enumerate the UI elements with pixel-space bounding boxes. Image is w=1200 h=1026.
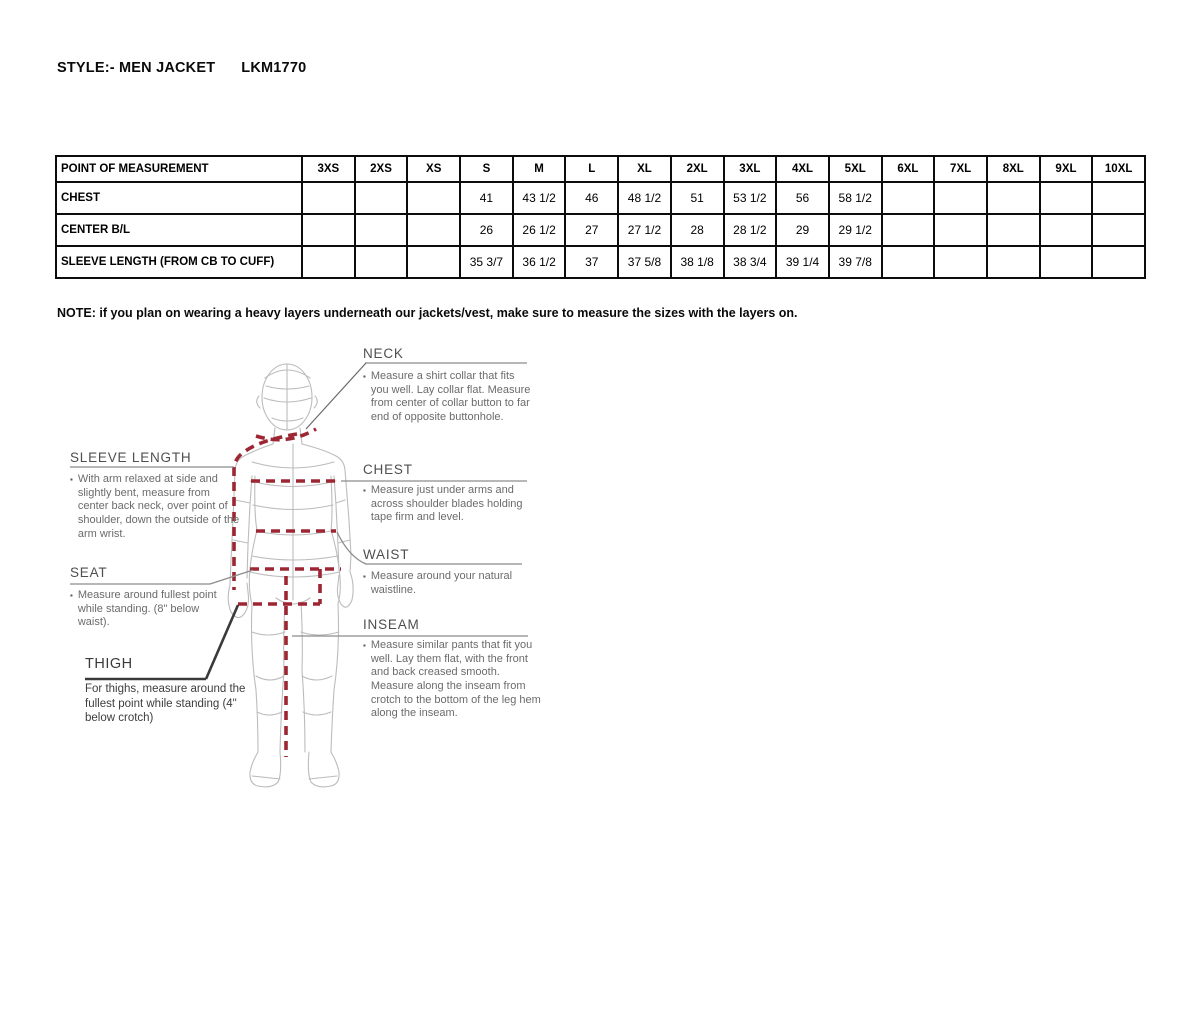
neck-callout xyxy=(363,346,533,425)
page-title xyxy=(57,60,306,76)
bullet-icon: ▪ xyxy=(363,641,366,650)
size-value-cell: 38 1/8 xyxy=(671,246,724,278)
bullet-icon: ▪ xyxy=(363,486,366,495)
seat-heading: SEAT xyxy=(70,565,108,580)
size-col-header: 2XS xyxy=(355,156,408,182)
size-value-cell xyxy=(987,246,1040,278)
size-col-header: 2XL xyxy=(671,156,724,182)
size-value-cell xyxy=(407,246,460,278)
neck-pointer-line xyxy=(306,363,366,429)
inseam-heading: INSEAM xyxy=(363,617,420,632)
size-table-row xyxy=(56,182,1145,214)
size-value-cell: 39 7/8 xyxy=(829,246,882,278)
size-value-cell: 46 xyxy=(565,182,618,214)
size-value-cell xyxy=(1040,246,1093,278)
inseam-callout xyxy=(363,617,541,721)
waist-instructions: Measure around your natural waistline. xyxy=(370,570,513,596)
size-col-header: 6XL xyxy=(882,156,935,182)
style-label: STYLE:- MEN JACKET xyxy=(57,60,216,76)
bullet-icon: ▪ xyxy=(70,591,73,600)
size-col-header: 9XL xyxy=(1040,156,1093,182)
seat-instructions: Measure around fullest point while standing. (8" below waist). xyxy=(77,589,217,629)
seat-callout xyxy=(70,565,228,630)
size-col-header: 4XL xyxy=(776,156,829,182)
sleeve-length-heading: SLEEVE LENGTH xyxy=(70,450,192,465)
size-value-cell: 39 1/4 xyxy=(776,246,829,278)
size-value-cell: 26 1/2 xyxy=(513,214,566,246)
measurement-row-label: CENTER B/L xyxy=(56,214,302,246)
thigh-instructions: For thighs, measure around the fullest point while standing (4" below crotch) xyxy=(85,683,246,725)
size-value-cell xyxy=(1040,182,1093,214)
waist-callout xyxy=(363,547,525,597)
size-value-cell xyxy=(1092,182,1145,214)
size-value-cell: 37 5/8 xyxy=(618,246,671,278)
size-value-cell xyxy=(882,214,935,246)
size-value-cell xyxy=(882,182,935,214)
size-col-header: XS xyxy=(407,156,460,182)
size-value-cell: 38 3/4 xyxy=(724,246,777,278)
bullet-icon: ▪ xyxy=(70,475,73,484)
size-col-header: 7XL xyxy=(934,156,987,182)
size-table-header-row xyxy=(56,156,1145,182)
size-value-cell xyxy=(407,182,460,214)
size-value-cell xyxy=(355,182,408,214)
size-col-header: 5XL xyxy=(829,156,882,182)
size-col-header: L xyxy=(565,156,618,182)
size-value-cell: 27 1/2 xyxy=(618,214,671,246)
size-col-header: 8XL xyxy=(987,156,1040,182)
size-value-cell: 26 xyxy=(460,214,513,246)
size-value-cell xyxy=(987,182,1040,214)
size-value-cell xyxy=(1040,214,1093,246)
size-col-header: 3XL xyxy=(724,156,777,182)
size-value-cell: 56 xyxy=(776,182,829,214)
size-col-header: 10XL xyxy=(1092,156,1145,182)
neck-measure-line xyxy=(256,429,316,440)
size-value-cell xyxy=(1092,246,1145,278)
bullet-icon: ▪ xyxy=(363,572,366,581)
note-text: NOTE: if you plan on wearing a heavy layers underneath our jackets/vest, make sure to measure the sizes with the layers on. xyxy=(57,306,798,320)
size-value-cell: 28 xyxy=(671,214,724,246)
size-col-header: XL xyxy=(618,156,671,182)
size-value-cell xyxy=(882,246,935,278)
size-value-cell: 27 xyxy=(565,214,618,246)
size-value-cell: 53 1/2 xyxy=(724,182,777,214)
size-value-cell xyxy=(302,246,355,278)
sleeve-length-callout xyxy=(70,450,242,541)
size-col-header: 3XS xyxy=(302,156,355,182)
size-value-cell: 29 1/2 xyxy=(829,214,882,246)
size-col-header: M xyxy=(513,156,566,182)
waist-heading: WAIST xyxy=(363,547,410,562)
size-value-cell xyxy=(355,246,408,278)
size-table-body xyxy=(56,182,1145,278)
waist-pointer-curve xyxy=(337,532,366,564)
size-value-cell: 29 xyxy=(776,214,829,246)
size-value-cell xyxy=(1092,214,1145,246)
size-value-cell: 35 3/7 xyxy=(460,246,513,278)
chest-instructions: Measure just under arms and across shoulder blades holding tape firm and level. xyxy=(370,484,523,524)
sleeve-measure-line xyxy=(234,434,297,590)
size-value-cell xyxy=(302,214,355,246)
chest-callout xyxy=(363,462,535,525)
size-value-cell: 37 xyxy=(565,246,618,278)
size-value-cell: 48 1/2 xyxy=(618,182,671,214)
sleeve-length-instructions: With arm relaxed at side and slightly bent, measure from center back neck, over point of shoulder, down the outside of the arm wrist. xyxy=(77,473,240,540)
size-value-cell xyxy=(407,214,460,246)
measurement-col-header: POINT OF MEASUREMENT xyxy=(56,156,302,182)
size-table-row xyxy=(56,214,1145,246)
style-code: LKM1770 xyxy=(241,60,307,76)
size-value-cell xyxy=(934,182,987,214)
size-value-cell xyxy=(934,246,987,278)
chest-heading: CHEST xyxy=(363,462,413,477)
thigh-callout xyxy=(85,656,263,726)
size-value-cell xyxy=(302,182,355,214)
size-value-cell: 28 1/2 xyxy=(724,214,777,246)
bullet-icon: ▪ xyxy=(363,372,366,381)
size-value-cell xyxy=(987,214,1040,246)
measurement-row-label: CHEST xyxy=(56,182,302,214)
size-value-cell: 51 xyxy=(671,182,724,214)
size-value-cell xyxy=(934,214,987,246)
size-value-cell xyxy=(355,214,408,246)
measurement-row-label: SLEEVE LENGTH (FROM CB TO CUFF) xyxy=(56,246,302,278)
size-table-row xyxy=(56,246,1145,278)
size-col-header: S xyxy=(460,156,513,182)
neck-heading: NECK xyxy=(363,346,404,361)
inseam-instructions: Measure similar pants that fit you well. Lay them flat, with the front and back creased smooth. Measure along the inseam from crotch to the bottom of the leg hem along the inseam. xyxy=(370,639,541,720)
size-value-cell: 41 xyxy=(460,182,513,214)
neck-instructions: Measure a shirt collar that fits you well. Lay collar flat. Measure from center of collar button to far end of opposite buttonhole. xyxy=(370,370,531,423)
size-value-cell: 58 1/2 xyxy=(829,182,882,214)
size-table xyxy=(55,155,1146,279)
size-value-cell: 43 1/2 xyxy=(513,182,566,214)
size-value-cell: 36 1/2 xyxy=(513,246,566,278)
thigh-heading: THIGH xyxy=(85,656,133,672)
